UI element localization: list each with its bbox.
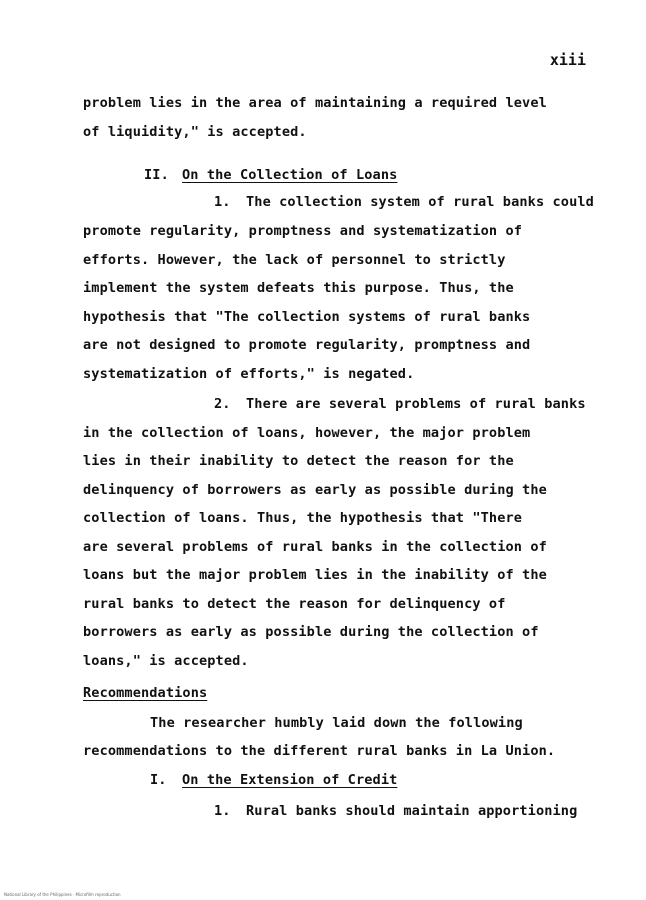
- section-heading-collection: On the Collection of Loans: [182, 167, 398, 183]
- recommendations-heading: Recommendations: [83, 685, 208, 701]
- body-line: are not designed to promote regularity, promptness and: [83, 337, 531, 353]
- section-number: I.: [150, 772, 167, 788]
- body-line: rural banks to detect the reason for delinquency of: [83, 596, 506, 612]
- body-line: delinquency of borrowers as early as possible during the: [83, 482, 547, 498]
- page-number: xiii: [549, 51, 586, 69]
- body-line: Rural banks should maintain apportioning: [246, 803, 578, 819]
- body-line: loans but the major problem lies in the inability of the: [83, 567, 547, 583]
- section-heading-credit: On the Extension of Credit: [182, 772, 398, 788]
- body-line: collection of loans. Thus, the hypothesis that "There: [83, 510, 523, 526]
- section-number: II.: [144, 167, 169, 183]
- item-number: 2.: [214, 396, 231, 412]
- body-line: loans," is accepted.: [83, 653, 249, 669]
- item-number: 1.: [214, 803, 231, 819]
- item-number: 1.: [214, 194, 231, 210]
- body-line: recommendations to the different rural banks in La Union.: [83, 743, 556, 759]
- body-line: lies in their inability to detect the reason for the: [83, 453, 514, 469]
- body-line: in the collection of loans, however, the major problem: [83, 425, 531, 441]
- body-line: There are several problems of rural banks: [246, 396, 586, 412]
- body-line: problem lies in the area of maintaining a required level: [83, 95, 547, 111]
- body-line: systematization of efforts," is negated.: [83, 366, 415, 382]
- body-line: The researcher humbly laid down the following: [150, 715, 523, 731]
- body-line: are several problems of rural banks in the collection of: [83, 539, 547, 555]
- body-line: implement the system defeats this purpose. Thus, the: [83, 280, 514, 296]
- body-line: borrowers as early as possible during the collection of: [83, 624, 539, 640]
- body-line: hypothesis that "The collection systems of rural banks: [83, 309, 531, 325]
- body-line: The collection system of rural banks could: [246, 194, 594, 210]
- body-line: promote regularity, promptness and systematization of: [83, 223, 523, 239]
- archive-footer: National Library of the Philippines · Microfilm reproduction: [4, 892, 121, 897]
- body-line: of liquidity," is accepted.: [83, 124, 307, 140]
- body-line: efforts. However, the lack of personnel to strictly: [83, 252, 506, 268]
